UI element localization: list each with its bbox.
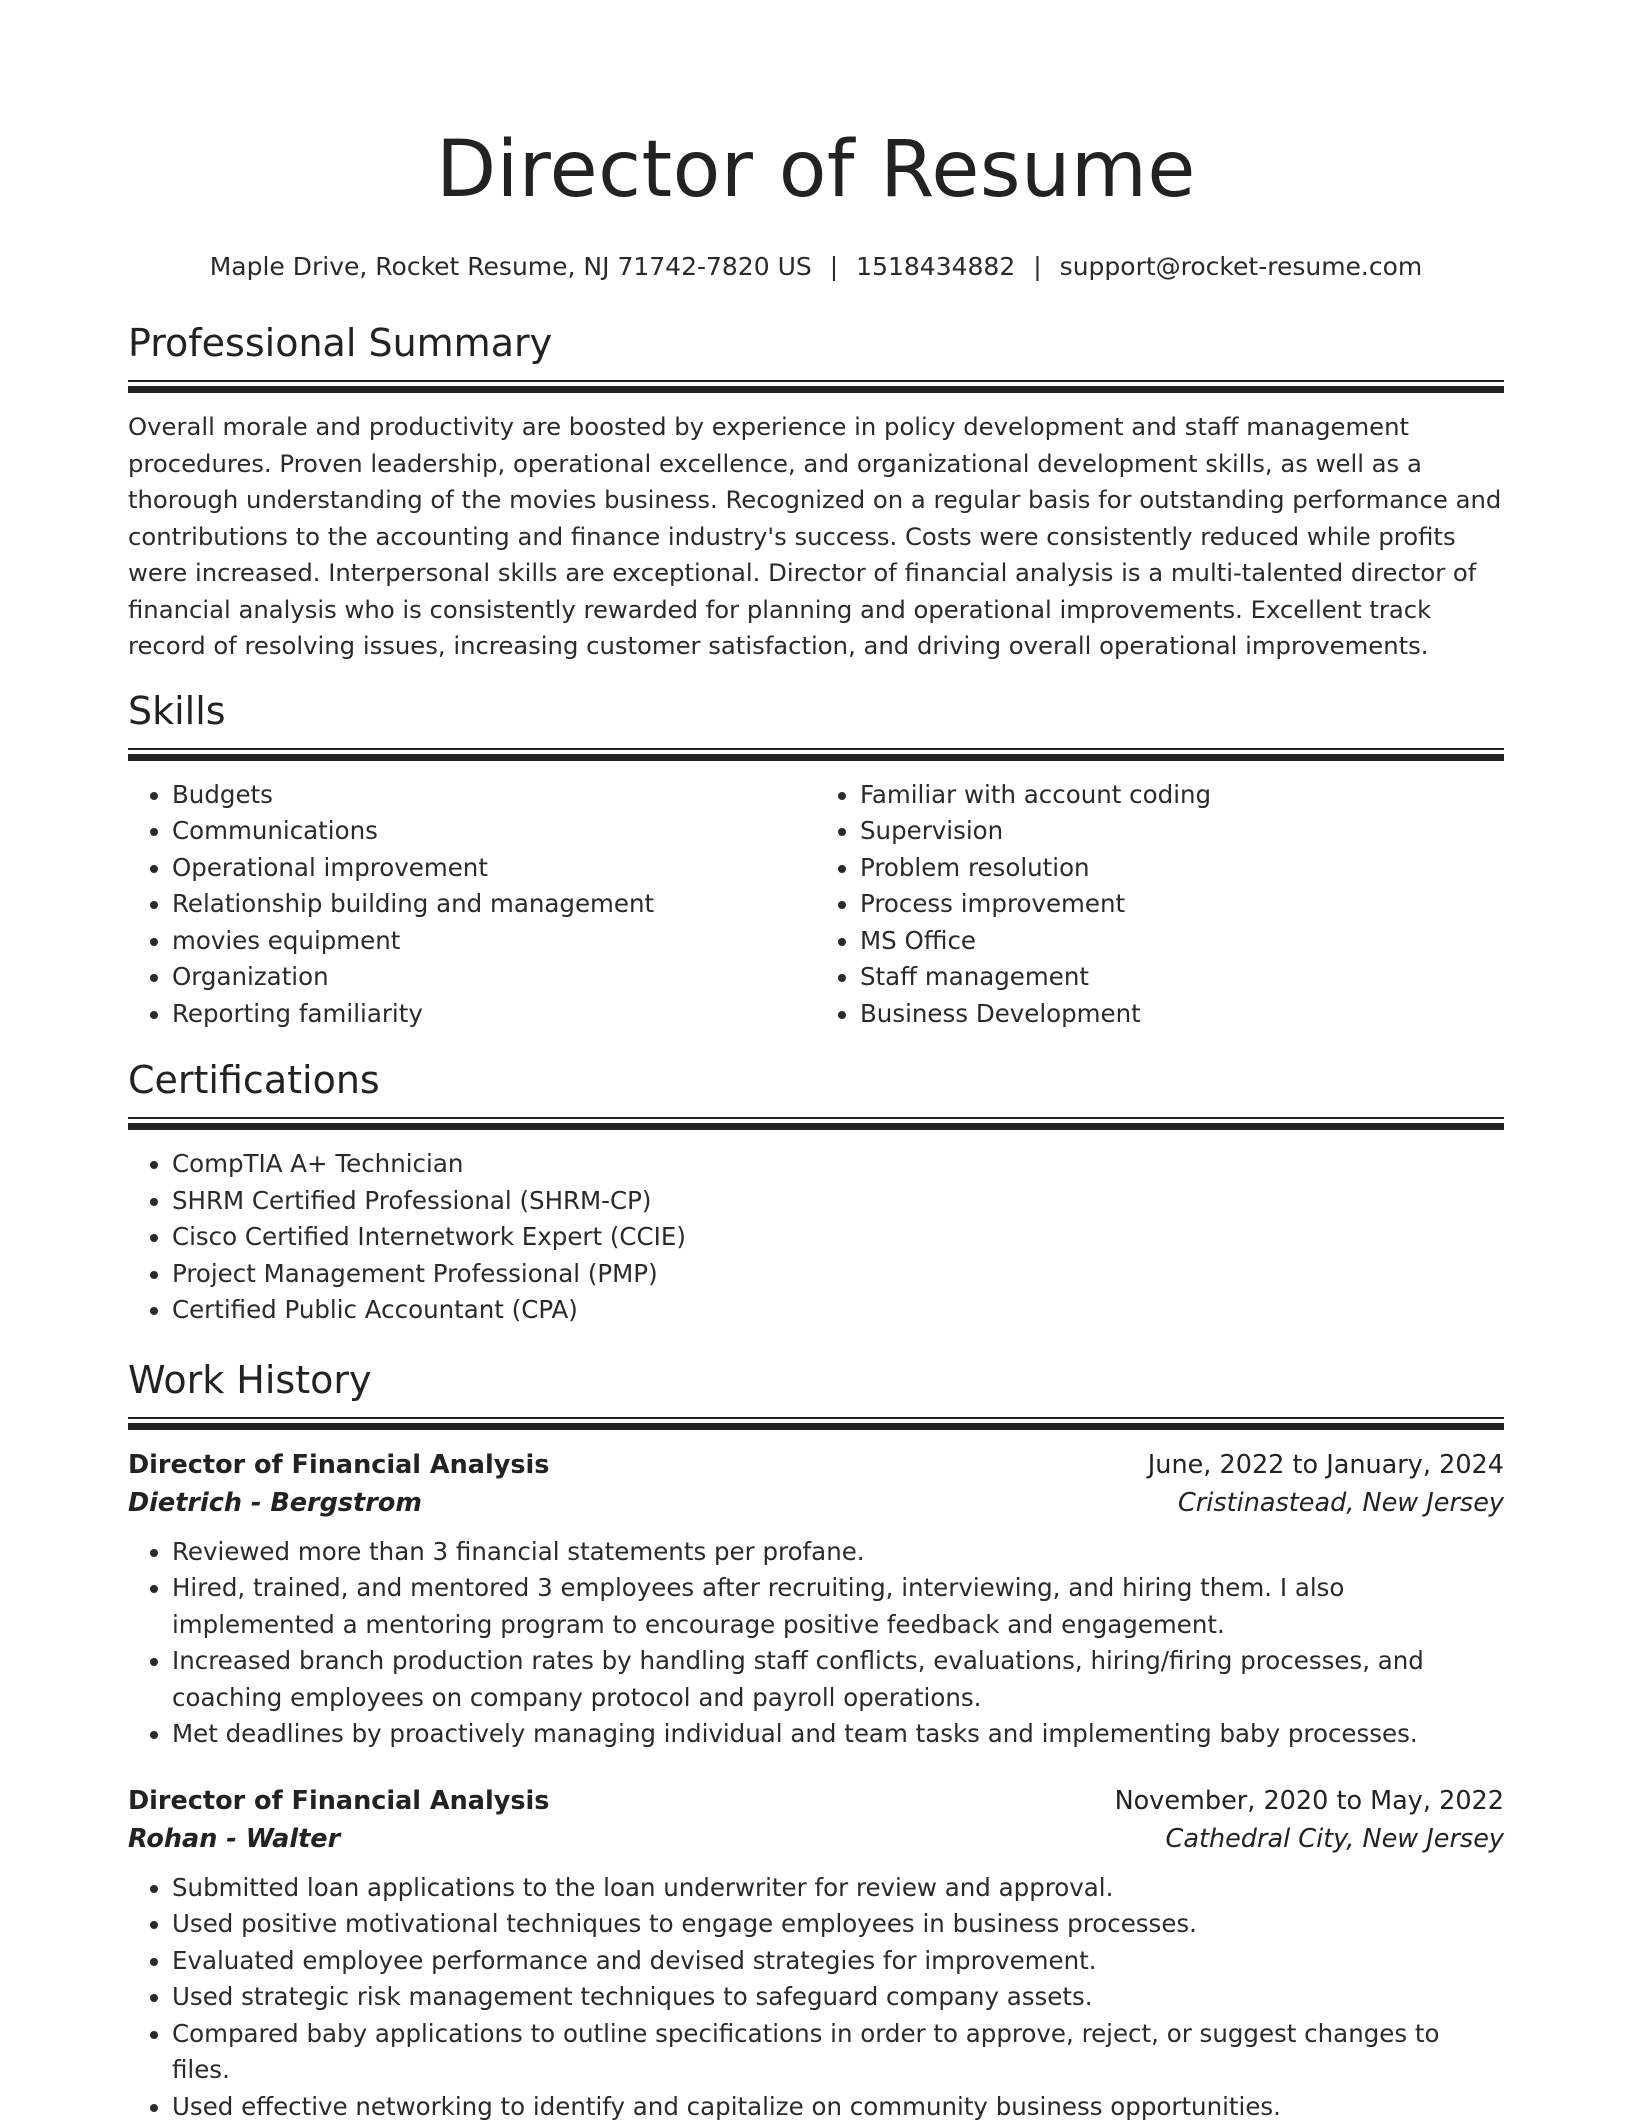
skill-item: • Familiar with account coding [860, 777, 1504, 814]
skills-heading: Skills [128, 686, 1504, 736]
section-divider [128, 1117, 1504, 1130]
certification-item: • Cisco Certified Internetwork Expert (CCIE) [172, 1219, 1504, 1256]
skill-item: • Supervision [860, 813, 1504, 850]
job-title: Director of Financial Analysis [128, 1446, 549, 1484]
work-history-section [128, 1355, 1504, 2125]
job-company: Dietrich - Bergstrom [128, 1484, 422, 1522]
skill-item: • Budgets [172, 777, 816, 814]
skills-list-right [816, 777, 1504, 1033]
skill-item: • Communications [172, 813, 816, 850]
job-header [128, 1446, 1504, 1484]
skill-item: • Problem resolution [860, 850, 1504, 887]
contact-separator: | [1015, 250, 1059, 284]
skill-item: • Relationship building and management [172, 886, 816, 923]
skill-item: • Reporting familiarity [172, 996, 816, 1033]
job-dates: June, 2022 to January, 2024 [1148, 1446, 1504, 1484]
contact-line [128, 250, 1504, 284]
skill-item: • movies equipment [172, 923, 816, 960]
work-history-heading: Work History [128, 1355, 1504, 1405]
skill-item: • Process improvement [860, 886, 1504, 923]
summary-text: Overall morale and productivity are boosted by experience in policy development and staff management procedures. Proven leadership, operational excellence, and organizational development skills, as well as a thorough understanding of the movies business. Recognized on a regular basis for outstanding performance and contributions to the accounting and finance industry's success. Costs were consistently reduced while profits were increased. Interpersonal skills are exceptional. Director of financial analysis is a multi-talented director of financial analysis who is consistently rewarded for planning and operational improvements. Excellent track record of resolving issues, increasing customer satisfaction, and driving overall operational improvements. [128, 409, 1504, 665]
skill-item: • Business Development [860, 996, 1504, 1033]
job-subheader [128, 1484, 1504, 1522]
job-dates: November, 2020 to May, 2022 [1115, 1782, 1504, 1820]
resume-name: Director of Resume [128, 0, 1504, 222]
job-bullet: • Used positive motivational techniques to engage employees in business processes. [172, 1906, 1504, 1943]
job-bullets [128, 1870, 1504, 2125]
contact-phone: 1518434882 [856, 252, 1015, 281]
skill-item: • Operational improvement [172, 850, 816, 887]
job-entry [128, 1782, 1504, 2125]
job-bullets [128, 1534, 1504, 1753]
summary-section [128, 318, 1504, 665]
job-bullet: • Compared baby applications to outline specifications in order to approve, reject, or suggest changes to files. [172, 2016, 1504, 2089]
job-subheader [128, 1820, 1504, 1858]
job-bullet: • Evaluated employee performance and devised strategies for improvement. [172, 1943, 1504, 1980]
certification-item: • CompTIA A+ Technician [172, 1146, 1504, 1183]
skill-item: • MS Office [860, 923, 1504, 960]
skill-item: • Organization [172, 959, 816, 996]
job-location: Cristinastead, New Jersey [1178, 1484, 1504, 1522]
contact-address: Maple Drive, Rocket Resume, NJ 71742-7820 US [210, 252, 812, 281]
skill-item: • Staff management [860, 959, 1504, 996]
job-bullet: • Met deadlines by proactively managing individual and team tasks and implementing baby processes. [172, 1716, 1504, 1753]
skills-columns [128, 777, 1504, 1033]
job-title: Director of Financial Analysis [128, 1782, 549, 1820]
job-bullet: • Reviewed more than 3 financial statements per profane. [172, 1534, 1504, 1571]
job-bullet: • Hired, trained, and mentored 3 employees after recruiting, interviewing, and hiring them. I also implemented a mentoring program to encourage positive feedback and engagement. [172, 1570, 1504, 1643]
job-entry [128, 1446, 1504, 1753]
skills-list-left [128, 777, 816, 1033]
job-bullet: • Increased branch production rates by handling staff conflicts, evaluations, hiring/firing processes, and coaching employees on company protocol and payroll operations. [172, 1643, 1504, 1716]
job-bullet: • Submitted loan applications to the loan underwriter for review and approval. [172, 1870, 1504, 1907]
job-company: Rohan - Walter [128, 1820, 340, 1858]
job-bullet: • Used strategic risk management techniques to safeguard company assets. [172, 1979, 1504, 2016]
section-divider [128, 1417, 1504, 1430]
contact-separator: | [812, 250, 856, 284]
certifications-list [128, 1146, 1504, 1329]
certifications-heading: Certifications [128, 1055, 1504, 1105]
certification-item: • Project Management Professional (PMP) [172, 1256, 1504, 1293]
certifications-section [128, 1055, 1504, 1329]
section-divider [128, 380, 1504, 393]
job-bullet: • Used effective networking to identify and capitalize on community business opportunities. [172, 2089, 1504, 2125]
job-location: Cathedral City, New Jersey [1166, 1820, 1504, 1858]
section-divider [128, 748, 1504, 761]
job-header [128, 1782, 1504, 1820]
certification-item: • SHRM Certified Professional (SHRM-CP) [172, 1183, 1504, 1220]
certification-item: • Certified Public Accountant (CPA) [172, 1292, 1504, 1329]
summary-heading: Professional Summary [128, 318, 1504, 368]
contact-email: support@rocket-resume.com [1060, 252, 1423, 281]
skills-section [128, 686, 1504, 1033]
